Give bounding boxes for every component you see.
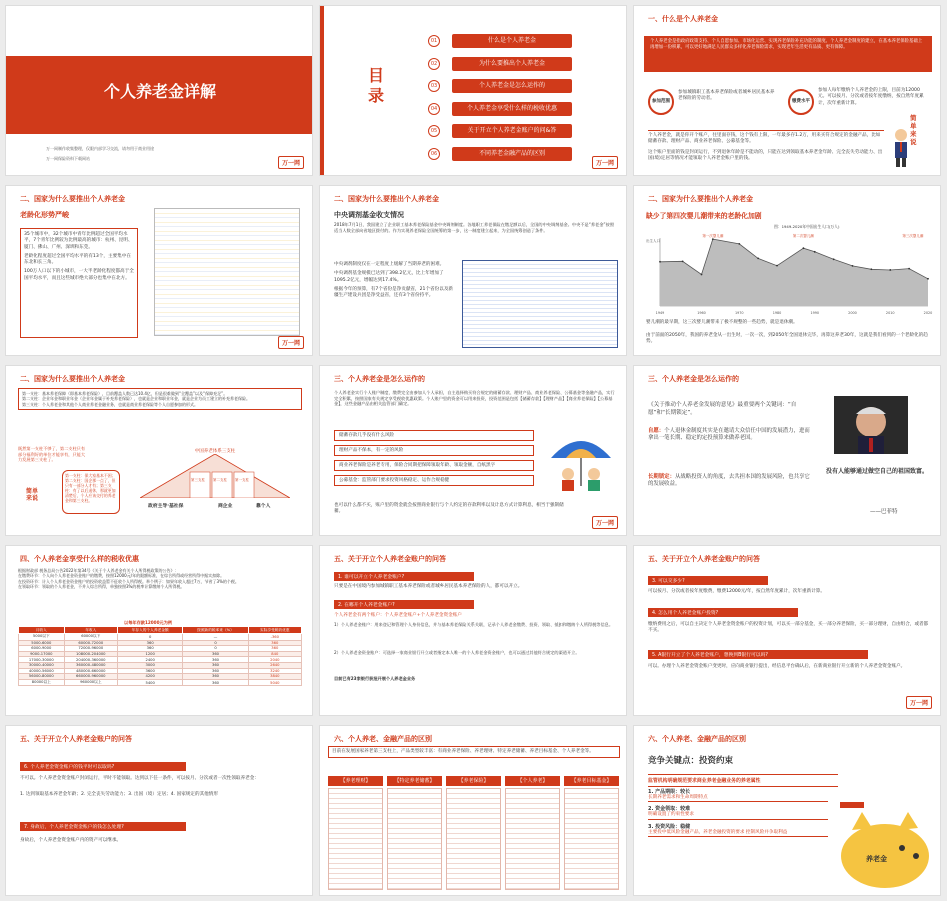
table-cell: 360: [117, 640, 182, 646]
answer-1: 只要是在中国境内参加城镇职工基本养老保险或者城乡居民基本养老保险的人，都可以开立。: [334, 584, 523, 589]
tax-col-header: 实际享受税收优惠: [248, 627, 301, 634]
cartoon-person-icon: [890, 128, 912, 168]
product-column-header: 【养老保险】: [446, 776, 501, 786]
x-tick-label: 1980: [772, 311, 782, 315]
table-cell: 80000以上: [19, 679, 65, 686]
x-tick-label: 1990: [810, 311, 820, 315]
option-savings: 储蓄存款几乎没有什么风险: [334, 430, 534, 441]
brand-logo: 万一网: [906, 696, 932, 709]
constraint-risk-detail: 主要投中低风险金融产品，养老金融投资的要求 控制风险并争取利益: [648, 830, 828, 837]
point-2: 由于前面的2050年，我国的养老金从一出生时，一次一次，到2050年全国退休完毕，再算这养老30年，这就是我们看到的一个老龄化的趋势。: [646, 333, 928, 345]
table-cell: 360: [248, 640, 301, 646]
answer-2-head: 个人养老金有两个账户：个人养老金账户+个人养老金资金账户: [334, 613, 462, 618]
table-cell: 2040: [248, 657, 301, 663]
toc-number: 06: [428, 148, 440, 160]
table-cell: 56000-80000: [19, 674, 65, 680]
toc-number: 01: [428, 35, 440, 47]
side-label: 简单来说: [910, 114, 917, 146]
table-cell: 0: [183, 646, 248, 652]
table-cell: 360: [117, 646, 182, 652]
product-column-body: [387, 788, 442, 890]
product-columns: [328, 776, 622, 892]
toc-item-3[interactable]: [428, 78, 608, 95]
product-column-body: [446, 788, 501, 890]
tax-table-title: 以每年存款12000元为例: [124, 620, 173, 625]
footer-gov: 政府主导·基社保: [148, 504, 184, 509]
tax-table-header: [19, 627, 302, 634]
toc-label: 为什么要推出个人养老金: [452, 57, 572, 71]
data-point: [682, 260, 684, 262]
constraint-term: 1. 产品期限：较长: [648, 789, 691, 795]
product-column-body: [564, 788, 619, 890]
slide-6-babyboom: [633, 185, 941, 356]
limit-badge: 缴费水平: [788, 89, 814, 115]
slide-7-pillars: [5, 365, 313, 536]
data-point: [870, 268, 872, 270]
keywords-intro: 《关于推动个人养老金发展的意见》最重要两个关键词：“自愿”和“长期锁定”。: [648, 402, 797, 416]
data-point: [757, 258, 759, 260]
slide-9-keywords: [633, 365, 941, 536]
table-cell: 3600: [117, 668, 182, 674]
table-cell: 3240: [248, 668, 301, 674]
table-cell: 6000-9000: [19, 646, 65, 652]
table-cell: 360: [248, 646, 301, 652]
pyramid-label-2: 第二支柱: [213, 478, 227, 482]
table-cell: 4200: [117, 674, 182, 680]
table-cell: 0: [117, 634, 182, 641]
table-cell: 5400: [117, 679, 182, 686]
table-cell: 360: [183, 674, 248, 680]
answer-5: 可以。办理个人养老金资金账户变更时，应向商业银行提出，经信息平台确认后，在新商业银行开立新的个人养老金资金账户。: [648, 664, 906, 669]
point-1: 婴儿潮的最早期，这三次婴儿潮带来了极不规整的一些趋势，就是退休潮。: [646, 320, 798, 325]
toc-list: [428, 33, 608, 168]
pyramid-diagram: [140, 454, 290, 498]
tax-col-header: 年存入的个人养老金额: [117, 627, 182, 634]
piggy-bank-icon: [832, 800, 938, 892]
slide-header: 三、个人养老金是怎么运作的: [648, 375, 739, 383]
x-tick-label: 1949: [655, 311, 665, 315]
toc-number: 02: [428, 58, 440, 70]
speech-bubble: 第一支柱：保大家基本不困；第二支柱：国企那一点了，但只有一部分人才有；第三支柱：有了以后退休，那就更加清楚后，个人应该交付的养老金和第三支柱。: [62, 470, 120, 514]
table-cell: 360: [183, 657, 248, 663]
point-2: 中央调剂基金规模已达到了398.2亿元，比上年增加了1095.2亿元，增幅达到17.4%。: [334, 271, 444, 283]
quote-text: 没有人能够通过做空自己的祖国致富。: [826, 468, 929, 475]
table-cell: 5000-6000: [19, 640, 65, 646]
x-tick-label: 1960: [697, 311, 706, 315]
tax-rule-intro: 根据财政部 税务总局公告2022年第34号《关于个人养老金有关个人所得税政策的公告》：: [18, 568, 179, 573]
slide-title: 中央调剂基金收支情况: [334, 211, 404, 219]
keyword-voluntary-label: 自愿：: [648, 428, 665, 434]
tax-rule-invest: 在投资环节：计入个人养老金资金账户的投资收益暂不征收个人所得税。举个例子：如果年收入超过7万，节省了3%的个税。: [18, 578, 239, 584]
table-cell: 840: [248, 651, 301, 657]
toc-label: 个人养老金是怎么运作的: [452, 79, 572, 93]
point-3: 100万人口以下的小城市，一大半老龄化程度都高于全国平均水平，而且这些城市绝大部分也集中在北方。: [24, 269, 134, 281]
toc-number: 04: [428, 103, 440, 115]
table-cell: 360: [183, 668, 248, 674]
cover-subtitle: 万一网制作收集整理，仅限内部学习交流，请勿用于商业用途: [46, 146, 154, 151]
slide-title: 老龄化形势严峻: [20, 211, 69, 219]
slide-header: 二、国家为什么要推出个人养老金: [20, 375, 125, 383]
table-cell: 9000-17000: [19, 651, 65, 657]
pig-label: 养老金: [866, 855, 887, 863]
fund-points: [334, 262, 456, 299]
fund-table-image: [462, 260, 618, 348]
question-5: 5. A银行开立了个人养老金账户，想换到B银行可以吗?: [648, 650, 868, 659]
question-6: 6. 个人养老金资金账户的钱平时可以取吗?: [20, 762, 186, 771]
table-cell: 660000-960000: [64, 674, 117, 680]
tax-rule-withdraw: 在领取环节：领取的个人养老金，不并入综合所得，单独按照3%的税率计算缴纳个人所得税。: [18, 583, 185, 589]
tax-col-header: 按照新的税率来（%）: [183, 627, 248, 634]
answer-2-b: 2）个人养老金资金账户：可选择一家商业银行开立或者指定本人唯一的个人养老金资金账户，也可以通过其他符合规定的渠道开立。: [334, 650, 580, 655]
slide-8-operation: [319, 365, 627, 536]
pyramid-label-3: 第三支柱: [191, 478, 205, 482]
slide-15-constraints: [633, 725, 941, 896]
slide-14-products: [319, 725, 627, 896]
slide-1-cover: [5, 5, 313, 176]
table-cell: 204000-360000: [64, 657, 117, 663]
product-column: [387, 776, 442, 892]
table-cell: 480000-660000: [64, 668, 117, 674]
toc-number: 05: [428, 125, 440, 137]
pillar-1-text: 第一支柱：基本养老保障（即基本养老保险），目前覆盖人数已达10.4亿，但是很难做到“全覆盖”以及“保障充足”。: [22, 391, 228, 396]
data-point: [659, 261, 661, 263]
constraint-risk: 3. 投资风险：稳健: [648, 823, 691, 830]
slide-13-qa: [5, 725, 313, 896]
intro-box: 个人养老金是指政府政策支持、个人自愿参加、市场化运营、实现养老保险补充功能的制度。个人养老金制度的建立，在基本养老保险基础上再增加一份积累，可以更好地满足人民群众多样化养老保险需求，实现老年生活更有品质、更有保障。: [644, 36, 932, 72]
x-tick-label: 2020: [923, 311, 933, 315]
constraint-term-detail: 长期养老需求和生命周期特点: [648, 795, 828, 802]
answer-4: 缴纳费用之后，可以自主决定个人养老金资金账户的投资计划，可以买一部分基金，买一部分养老保险，买一部分理财，自由组合，或者都不买。: [648, 622, 929, 634]
quote-author: ——巴菲特: [870, 509, 898, 515]
slide-header: 二、国家为什么要推出个人养老金: [20, 195, 125, 203]
chart-annotation: 第三次婴儿潮: [902, 234, 924, 238]
pillar-2-text: 第二支柱：企业年金和职业年金（企业年金属于补充养老保险），也就是企业和职业年金，就是企业为员工建立的补充养老保险。: [22, 396, 250, 402]
investment-options: [334, 430, 534, 486]
chart-annotation: 第二次婴儿潮: [792, 234, 814, 238]
data-point: [927, 278, 929, 280]
question-7: 7. 身故后，个人养老金资金账户的钱怎么处理?: [20, 822, 186, 831]
constraint-list: [648, 788, 828, 837]
product-column: [505, 776, 560, 892]
brand-logo: 万一网: [592, 516, 618, 529]
keyword-voluntary: [648, 428, 814, 443]
table-cell: 360: [183, 662, 248, 668]
slide-header: 五、关于开立个人养老金账户的问答: [334, 555, 446, 563]
slide-title: 缺少了第四次婴儿潮带来的老龄化加剧: [646, 212, 762, 220]
answer-6-list: 1. 达到领取基本养老金年龄；2. 完全丧失劳动能力；3. 出国（境）定居；4. 国家规定的其他情形: [20, 792, 218, 797]
table-cell: 0: [183, 640, 248, 646]
table-cell: 360000-480000: [64, 662, 117, 668]
table-cell: 3000: [117, 662, 182, 668]
side-label: 简单来说: [26, 488, 39, 502]
table-cell: 5000以下: [19, 634, 65, 641]
data-point: [712, 238, 714, 240]
toc-item-4[interactable]: [428, 101, 608, 118]
keyword-lock-text: 从战略投资人的角度，去共担本国的发展风险，也共享它的发展收益。: [648, 474, 810, 488]
pillars-text: [18, 388, 302, 410]
data-point: [814, 251, 816, 253]
slide-3-what: [633, 5, 941, 176]
slide-header: 一、什么是个人养老金: [648, 15, 718, 23]
data-point: [889, 269, 891, 271]
table-cell: 2640: [248, 662, 301, 668]
summary-2: 这个账户里面的钱是封闭运行，不到退休年龄是不能动的，只能在达到领取基本养老金年龄、完全丧失劳动能力、出国(境)定居等情况才能领取个人养老金账户里的钱。: [648, 150, 883, 162]
toc-title: 目录: [368, 66, 385, 105]
option-fund: 公募基金：监管部门要求投资风格稳定、运作合规稳健: [334, 475, 534, 486]
product-column-header: 【养老理财】: [328, 776, 383, 786]
x-tick-label: 2000: [848, 311, 857, 315]
table-cell: 30000-40000: [19, 662, 65, 668]
brand-logo: 万一网: [278, 336, 304, 349]
table-cell: —: [183, 634, 248, 641]
city-table-image: [154, 208, 300, 336]
product-column-header: 【特定养老储蓄】: [387, 776, 442, 786]
table-cell: 360: [183, 651, 248, 657]
chart-annotation: 第一次婴儿潮: [702, 234, 724, 238]
product-column: [564, 776, 619, 892]
option-insurance: 商业养老保险是养老专用，保险合同期把保障领取年龄、领取金额，自纸黑字: [334, 460, 534, 471]
table-cell: 60000-72000: [64, 640, 117, 646]
slide-4-aging: [5, 185, 313, 356]
product-column: [328, 776, 383, 892]
x-tick-label: 1970: [734, 311, 744, 315]
slide-header: 二、国家为什么要推出个人养老金: [334, 195, 439, 203]
toc-label: 个人养老金享受什么样的税收优惠: [452, 102, 572, 116]
data-point: [738, 243, 740, 245]
tax-col-header: 月收入: [19, 627, 65, 634]
point-3: 根据今年的预算，有7个省份是净贡献省，21个省份以及新疆生产建设兵团是净受益省，还有3个省份持平。: [334, 286, 454, 299]
toc-label: 不同养老金融产品的区别: [452, 147, 572, 161]
pillar-3-text: 第三支柱：个人养老金和其他个人商业养老金融业务，也就是商业养老保险等个人自愿参加的形式。: [22, 401, 198, 407]
table-row: [19, 634, 302, 641]
table-cell: 5040: [248, 679, 301, 686]
question-1: 1. 谁可以开立个人养老金账户?: [334, 572, 474, 581]
tax-col-header: 年收入: [64, 627, 117, 634]
brand-logo: 万一网: [592, 156, 618, 169]
x-tick-label: 2010: [885, 311, 895, 315]
answer-6: 不可以。个人养老金资金账户封闭运行，平时不能领取。达到以下任一条件，可以按月、分次或者一次性领取养老金：: [20, 776, 259, 781]
aging-points: [20, 228, 138, 338]
fund-intro: 2018年7月1日，我国建立了企业职工基本养老保险基金中央调剂制度。各地职工养老保险在缴足额以后，全国的中央调剂基金。中央不是“养老金”按照适当人数全部向省地区拨付的。作为实现养老保险全国统筹的第一步，这一制度建立起来，为全国统筹创造了条件。: [334, 222, 614, 233]
toc-item-1[interactable]: [428, 33, 608, 50]
data-point: [701, 274, 703, 276]
toc-item-2[interactable]: [428, 56, 608, 73]
toc-label: 关于开立个人养老金账户的问&答: [452, 124, 572, 138]
slide-2-toc: [319, 5, 627, 176]
scope-badge: 参加范围: [648, 89, 674, 115]
umbrella-icon: [546, 428, 616, 492]
slide-header: 六、个人养老、金融产品的区别: [648, 735, 746, 743]
answer-7: 身故后，个人养老金资金账户内的资产可以继承。: [20, 838, 122, 843]
table-cell: 3840: [248, 674, 301, 680]
pyramid-title: 中国养老体系三支柱: [194, 449, 236, 454]
slide-5-fund: [319, 185, 627, 356]
toc-item-5[interactable]: [428, 123, 608, 140]
data-point: [908, 268, 910, 270]
toc-number: 03: [428, 80, 440, 92]
slide-header: 六、个人养老、金融产品的区别: [334, 735, 432, 743]
slide-header: 四、个人养老金享受什么样的税收优惠: [20, 555, 139, 563]
answer-3: 可以按月、分次或者按年度缴费，缴费12000元/年，按自然年度累计，次年重新计算。: [648, 589, 825, 594]
question-2: 2. 在哪开个人养老金账户?: [334, 600, 474, 609]
keyword-lock-label: 长期锁定：: [648, 474, 675, 480]
point-1: 中央调剂制度仅在一定程度上缓解了当期养老的困难。: [334, 262, 445, 267]
tax-table: [18, 626, 302, 686]
footer-biz: 商企业: [218, 504, 233, 509]
regulation-subtitle: 监管机构明确规范要求商业养老金融业务的养老属性: [648, 774, 838, 787]
pyramid-label-1: 第一支柱: [235, 478, 249, 482]
answer-2-a: 1）个人养老金账户：用来登记和管理个人身份信息，并与基本养老保险关系关联，记录个人养老金缴费、投资、领取、抵扣和缴纳个人所得税等信息。: [334, 622, 614, 627]
table-cell: 1200: [117, 651, 182, 657]
footer-self: 靠个人: [256, 504, 271, 509]
summary-1: 个人养老金，就是你开个账户，往里面存钱，这个钱有上限，一年最多存1.2万，用来买符合规定的金融产品，比如储蓄存款、理财产品、商业养老保险、公募基金等。: [648, 130, 884, 146]
cover-subtitle-2: 万一网保险资料下载网站: [46, 156, 90, 161]
answer-2-banks: 目前已有23家银行获批开展个人养老金业务: [334, 676, 416, 681]
data-point: [803, 247, 805, 249]
series-area: [660, 239, 928, 306]
operation-intro: 个人养老金实行个人账户制度，缴费完全由参加人个人承担，自主选择购买符合规定的储蓄存款、理财产品、商业养老保险、公募基金等金融产品，实行完全积累，按照国家有关规定享受税收优惠政策。个人账户里的资金可以用来投资，投资范围是包括【储蓄存款】【理财产品】【商业养老保险】【公募基金】，这些金融产品由相关监管部门确定。: [334, 390, 615, 407]
keyword-lock: [648, 474, 814, 489]
toc-item-6[interactable]: [428, 146, 608, 163]
scope-text: 参加城镇职工基本养老保险或者城乡居民基本养老保险的劳动者。: [678, 90, 775, 102]
toc-edge: [320, 6, 324, 176]
product-column-body: [328, 788, 383, 890]
birth-chart: [644, 230, 934, 316]
slide-title: 竞争关键点：投资约束: [648, 756, 734, 766]
slide-header: 二、国家为什么要推出个人养老金: [648, 195, 753, 203]
slide-10-tax: [5, 545, 313, 716]
table-cell: 60000以下: [64, 634, 117, 641]
constraint-withdraw-detail: 明确设置了约束性要求: [648, 812, 828, 819]
data-point: [833, 258, 835, 260]
y-axis-label: 出生人口: [646, 239, 660, 243]
products-intro: 目前在发展国家养老第三支柱上，产品类型较丰富：有商业养老保险、养老理财、特定养老储蓄、养老目标基金、个人养老金等。: [328, 746, 620, 758]
conclusion: 既然第一支柱不够了，第二支柱只有部分福利好的单位才能享有，只能大力发展第三支柱了。: [18, 446, 86, 463]
table-cell: 2400: [117, 657, 182, 663]
slide-header: 五、关于开立个人养老金账户的问答: [648, 555, 760, 563]
product-column-header: 【养老目标基金】: [564, 776, 619, 786]
chart-title: 图：1949-2020年中国出生人口(万人): [774, 224, 840, 229]
toc-label: 什么是个人养老金: [452, 34, 572, 48]
cover-title: 个人养老金详解: [103, 82, 216, 101]
question-3: 3. 可以交多少?: [648, 576, 768, 585]
constraint-withdraw: 2. 资金领取：较难: [648, 806, 691, 813]
point-2: 老龄化程度超过全国平均水平的有13个，主要集中在东北和长三角。: [24, 253, 131, 266]
table-cell: -360: [248, 634, 301, 641]
table-cell: 17000-30000: [19, 657, 65, 663]
operation-footer: 也可以什么都不买，账户里的资金就会按照商业银行与个人约定的存款利率以及计息方式计算利息，相当于强制储蓄。: [334, 503, 564, 515]
question-4: 4. 怎么用个人养老金账户投资?: [648, 608, 798, 617]
tax-text: [18, 568, 306, 589]
product-column-header: 【个人养老】: [505, 776, 560, 786]
data-point: [776, 265, 778, 267]
slide-11-qa: [319, 545, 627, 716]
point-1: 35个城市中，32个城市中青年比例超过全国平均水平，7个青年比例较为比例最高的城市：杭州、昆明、厦门、佛山、广州、深圳和东莞。: [24, 232, 133, 250]
product-column: [446, 776, 501, 892]
table-row: [19, 679, 302, 686]
slide-header: 三、个人养老金是怎么运作的: [334, 375, 425, 383]
data-point: [852, 265, 854, 267]
slide-12-qa: [633, 545, 941, 716]
portrait-photo: [834, 396, 908, 454]
limit-text: 参加人每年缴纳个人养老金的上限，目前为12000元。可以按月、分次或者按年度缴纳，按自然年度累计，次年重新计算。: [818, 88, 924, 106]
brand-logo: 万一网: [278, 156, 304, 169]
table-cell: 108000-204000: [64, 651, 117, 657]
product-column-body: [505, 788, 560, 890]
option-wealth: 理财产品不保本，有一定的风险: [334, 445, 534, 456]
table-cell: 960000以上: [64, 679, 117, 686]
tax-rule-deposit: 在缴费环节：个人向个人养老金资金账户的缴费，按照12000元/年的限额标准，在综合所得或经营所得中据实扣除。: [18, 573, 225, 579]
slide-header: 五、关于开立个人养老金账户的问答: [20, 735, 132, 743]
table-cell: 40000-56000: [19, 668, 65, 674]
keyword-voluntary-text: 个人退休金制度其实是在邀请大众信任中国的发展潜力，进而拿出一笔长期、稳定的定投预算来做养老国。: [648, 428, 810, 442]
table-cell: 360: [183, 679, 248, 686]
table-cell: 72000-96000: [64, 646, 117, 652]
